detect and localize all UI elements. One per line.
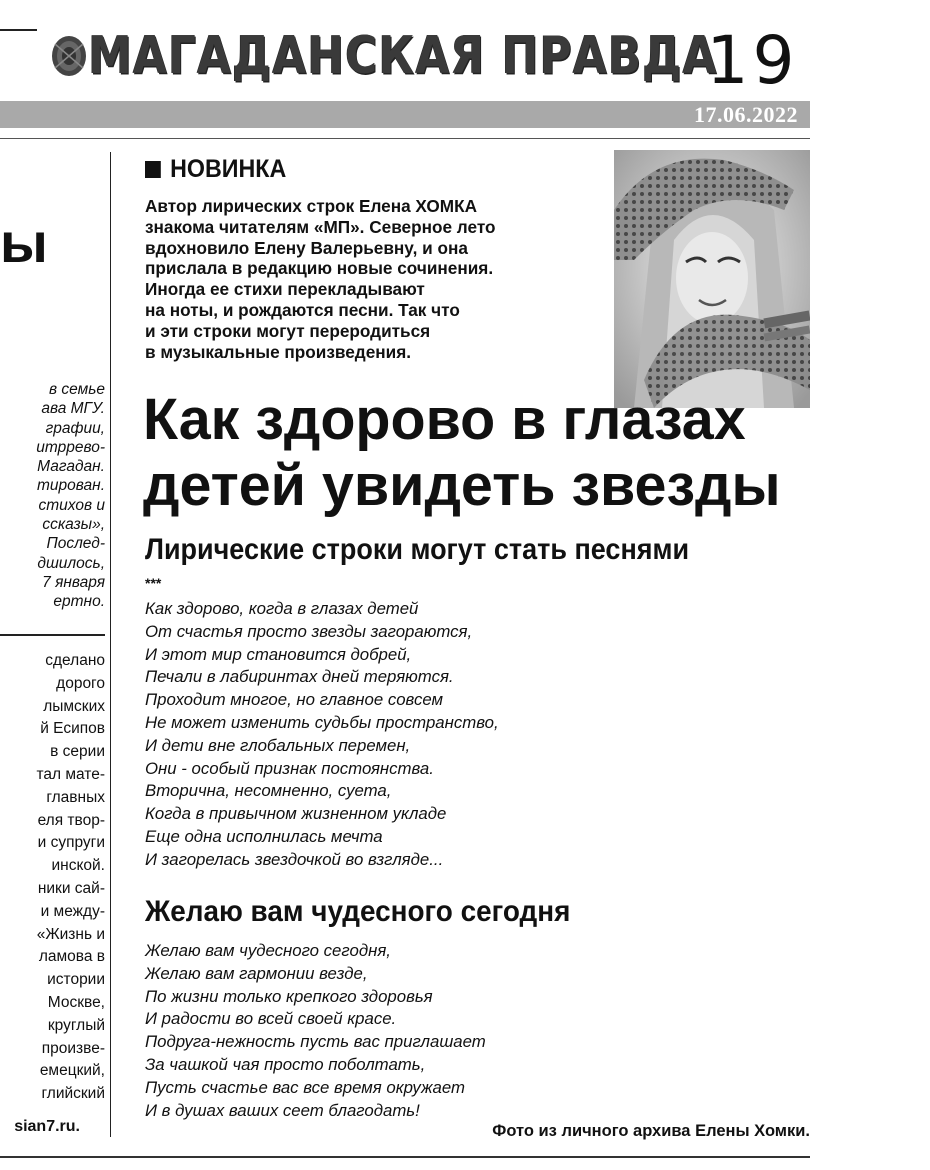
- article-subheadline: Лирические строки могут стать песнями: [145, 533, 690, 566]
- poem-line: Пусть счастье вас все время окружает: [145, 1077, 465, 1097]
- header-underline: [0, 138, 810, 139]
- lead-line: Иногда ее стихи перекладывают: [145, 279, 425, 300]
- page-number: 19: [706, 22, 799, 99]
- masthead-rule: [0, 29, 37, 31]
- text-line: Магадан.: [37, 458, 105, 476]
- newspaper-title: МАГАДАНСКАЯ ПРАВДА: [88, 26, 718, 87]
- text-line: дшилось,: [37, 554, 105, 572]
- lead-line: на ноты, и рождаются песни. Так что: [145, 299, 460, 320]
- website-fragment: sian7.ru.: [14, 1118, 80, 1135]
- poem-line: Вторична, несомненно, суета,: [145, 781, 392, 801]
- issue-date: 17.06.2022: [694, 102, 798, 127]
- lead-line: Автор лирических строк Елена ХОМКА: [145, 196, 478, 216]
- poem-line: Как здорово, когда в глазах детей: [145, 599, 419, 618]
- text-line: ссказы»,: [42, 516, 105, 534]
- column-separator-rule: [0, 634, 105, 636]
- text-line: Москве,: [47, 993, 105, 1011]
- text-line: сделано: [45, 652, 105, 669]
- poem-separator: ***: [145, 575, 162, 591]
- headline-line: детей увидеть звезды: [143, 453, 781, 518]
- lead-line: в музыкальные произведения.: [145, 341, 412, 362]
- newspaper-emblem-icon: [47, 32, 87, 78]
- text-line: Послед-: [46, 535, 105, 553]
- text-line: тирован.: [37, 477, 105, 495]
- text-line: тал мате-: [36, 765, 105, 783]
- text-line: итррево-: [36, 438, 105, 456]
- text-line: истории: [47, 971, 105, 989]
- poem-first: [145, 598, 499, 872]
- poem-line: И дети вне глобальных перемен,: [145, 735, 411, 755]
- text-line: главных: [46, 788, 105, 806]
- text-line: графии,: [45, 419, 105, 437]
- poem-line: Печали в лабиринтах дней теряются.: [145, 667, 454, 687]
- text-line: ава МГУ.: [41, 400, 105, 418]
- previous-article-heading-fragment: ы: [0, 211, 48, 274]
- text-line: и супруги: [37, 834, 105, 852]
- square-bullet-icon: [145, 161, 161, 178]
- poem-line: Еще одна исполнилась мечта: [145, 826, 383, 846]
- bottom-rule: [0, 1156, 810, 1158]
- column-divider: [110, 152, 111, 1137]
- poem-second: [145, 940, 486, 1122]
- text-line: инской.: [51, 857, 105, 875]
- poem-line: И радости во всей своей красе.: [145, 1009, 397, 1029]
- poem-line: Проходит многое, но главное совсем: [145, 690, 443, 710]
- article-lead: [145, 196, 605, 362]
- rubric-text: НОВИНКА: [170, 155, 287, 183]
- text-line: ламова в: [38, 948, 105, 966]
- poem-line: От счастья просто звезды загораются,: [145, 621, 473, 641]
- text-line: в семье: [49, 381, 105, 398]
- text-line: круглый: [47, 1016, 105, 1034]
- text-line: 7 января: [42, 573, 105, 591]
- poem-line: По жизни только крепкого здоровья: [145, 986, 433, 1006]
- poem-line: За чашкой чая просто поболтать,: [145, 1054, 426, 1074]
- poem-line: Они - особый признак постоянства.: [145, 758, 434, 778]
- text-line: «Жизнь и: [36, 925, 105, 943]
- headline-line: Как здорово в глазах: [143, 387, 746, 452]
- text-line: произве-: [41, 1039, 105, 1057]
- author-photo: [614, 150, 810, 408]
- lead-line: прислала в редакцию новые сочинения.: [145, 258, 494, 279]
- text-line: в серии: [50, 743, 105, 761]
- poem-line: И загорелась звездочкой во взгляде...: [145, 849, 444, 869]
- lead-line: и эти строки могут переродиться: [145, 320, 431, 341]
- date-bar: [0, 101, 810, 128]
- poem-line: Желаю вам гармонии везде,: [145, 963, 368, 983]
- poem-line: Не может изменить судьбы пространство,: [145, 712, 499, 732]
- poem-line: Подруга-нежность пусть вас приглашает: [145, 1032, 486, 1052]
- lead-line: знакома читателям «МП». Северное лето: [145, 216, 496, 237]
- text-line: и между-: [40, 902, 105, 920]
- text-line: глийский: [41, 1085, 105, 1103]
- photo-caption: Фото из личного архива Елены Хомки.: [492, 1122, 810, 1140]
- previous-article-italic-text: [0, 380, 105, 612]
- text-line: емецкий,: [39, 1062, 105, 1080]
- poem-line: И в душах ваших сеет благодать!: [145, 1100, 420, 1120]
- poem-line: И этот мир становится добрей,: [145, 644, 412, 664]
- text-line: еля твор-: [37, 811, 105, 829]
- poem-line: Желаю вам чудесного сегодня,: [145, 941, 391, 960]
- text-line: й Есипов: [40, 720, 105, 738]
- rubric-label: [145, 154, 286, 184]
- text-line: ники сай-: [37, 879, 105, 897]
- text-line: дорого: [56, 674, 105, 692]
- poem-second-title: Желаю вам чудесного сегодня: [145, 895, 571, 928]
- article-headline: [143, 387, 781, 519]
- text-line: лымских: [43, 697, 105, 715]
- text-line: ертно.: [53, 593, 105, 611]
- poem-line: Когда в привычном жизненном укладе: [145, 804, 447, 824]
- lead-line: вдохновило Елену Валерьевну, и она: [145, 237, 468, 258]
- text-line: стихов и: [38, 496, 105, 514]
- previous-article-body-text: [0, 650, 105, 1106]
